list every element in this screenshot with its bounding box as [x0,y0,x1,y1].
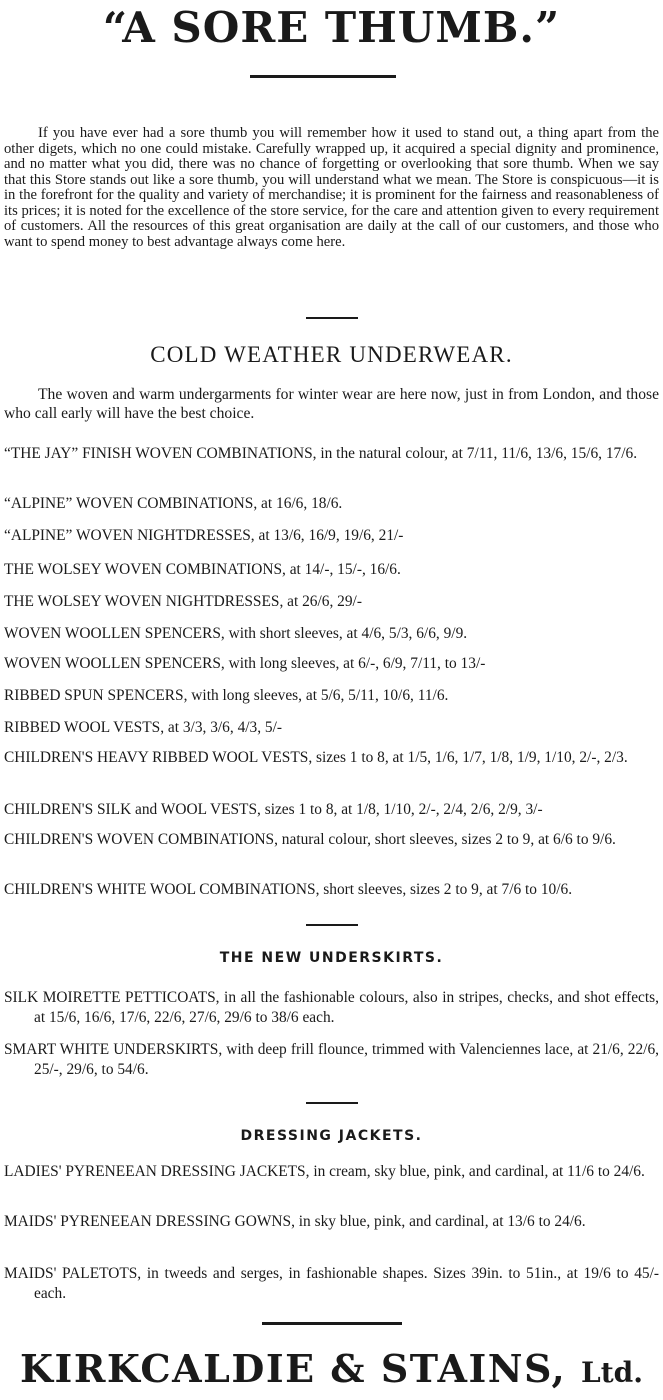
underwear-item: THE WOLSEY WOVEN NIGHTDRESSES, at 26/6, 29/- [4,593,362,610]
underwear-heading: COLD WEATHER UNDERWEAR. [150,342,513,367]
title-divider [250,75,396,78]
underwear-intro [4,385,659,423]
store-name-suffix: Ltd. [581,1356,643,1389]
section-divider [306,317,358,319]
underwear-item: WOVEN WOOLLEN SPENCERS, with long sleeves, at 6/-, 6/9, 7/11, to 13/- [4,655,486,672]
underwear-item: RIBBED WOOL VESTS, at 3/3, 3/6, 4/3, 5/- [4,719,283,736]
section-divider [306,924,358,926]
jackets-item: MAIDS' PALETOTS, in tweeds and serges, in fashionable shapes. Sizes 39in. to 51in., at 19/6 to 45/- each. [4,1265,659,1302]
underskirts-item: SMART WHITE UNDERSKIRTS, with deep frill flounce, trimmed with Valenciennes lace, at 21/6, 22/6, 25/-, 29/6, to 54/6. [4,1041,659,1078]
intro-paragraph [4,126,659,250]
advert-title: “A SORE THUMB.” [102,3,561,52]
jackets-item: LADIES' PYRENEEAN DRESSING JACKETS, in cream, sky blue, pink, and cardinal, at 11/6 to 24/6. [4,1163,645,1180]
jackets-item: MAIDS' PYRENEEAN DRESSING GOWNS, in sky blue, pink, and cardinal, at 13/6 to 24/6. [4,1213,586,1230]
underwear-intro-text: The woven and warm undergarments for winter wear are here now, just in from London, and those who call early will have the best choice. [4,386,659,422]
underskirts-heading: THE NEW UNDERSKIRTS. [219,950,444,966]
underwear-item: CHILDREN'S WHITE WOOL COMBINATIONS, short sleeves, sizes 2 to 9, at 7/6 to 10/6. [4,881,573,898]
underwear-item: THE WOLSEY WOVEN COMBINATIONS, at 14/-, 15/-, 16/6. [4,561,401,578]
store-name [0,1346,663,1396]
underwear-item: CHILDREN'S HEAVY RIBBED WOOL VESTS, sizes 1 to 8, at 1/5, 1/6, 1/7, 1/8, 1/9, 1/10, 2/-, 2/3. [4,749,628,766]
intro-paragraph-text: If you have ever had a sore thumb you will remember how it used to stand out, a thing apart from the other digets, which no one could mistake. Carefully wrapped up, it acquired a special dignity and prominence, and no matter what you did, there was no chance of forgetting or overlooking that sore thumb. When we say that this Store stands out like a sore thumb, you will understand what we mean. The Store is conspicuous—it is in the forefront for the quality and variety of merchandise; it is prominent for the fairness and reasonableness of its prices; it is noted for the excellence of the store service, for the care and attention given to every requirement of customers. All the resources of this great organisation are daily at the call of our customers, and those who want to spend money to best advantage always come here. [4,125,659,250]
underwear-item: RIBBED SPUN SPENCERS, with long sleeves, at 5/6, 5/11, 10/6, 11/6. [4,687,449,704]
store-name-text: KIRKCALDIE & STAINS, [20,1346,567,1391]
underwear-item: “ALPINE” WOVEN NIGHTDRESSES, at 13/6, 16/9, 19/6, 21/- [4,527,404,544]
footer-divider [262,1322,402,1325]
jackets-heading: DRESSING JACKETS. [240,1128,423,1144]
underskirts-item: SILK MOIRETTE PETTICOATS, in all the fashionable colours, also in stripes, checks, and shot effects, at 15/6, 16/6, 17/6, 22/6, 27/6, 29/6 to 38/6 each. [4,989,659,1026]
underwear-item: CHILDREN'S WOVEN COMBINATIONS, natural colour, short sleeves, sizes 2 to 9, at 6/6 to 9/6. [4,831,616,848]
underwear-item: “THE JAY” FINISH WOVEN COMBINATIONS, in the natural colour, at 7/11, 11/6, 13/6, 15/6, 17/6. [4,445,638,462]
underwear-item: WOVEN WOOLLEN SPENCERS, with short sleeves, at 4/6, 5/3, 6/6, 9/9. [4,625,468,642]
section-divider [306,1102,358,1104]
underwear-item: “ALPINE” WOVEN COMBINATIONS, at 16/6, 18/6. [4,495,343,512]
underwear-item: CHILDREN'S SILK and WOOL VESTS, sizes 1 to 8, at 1/8, 1/10, 2/-, 2/4, 2/6, 2/9, 3/- [4,801,543,818]
